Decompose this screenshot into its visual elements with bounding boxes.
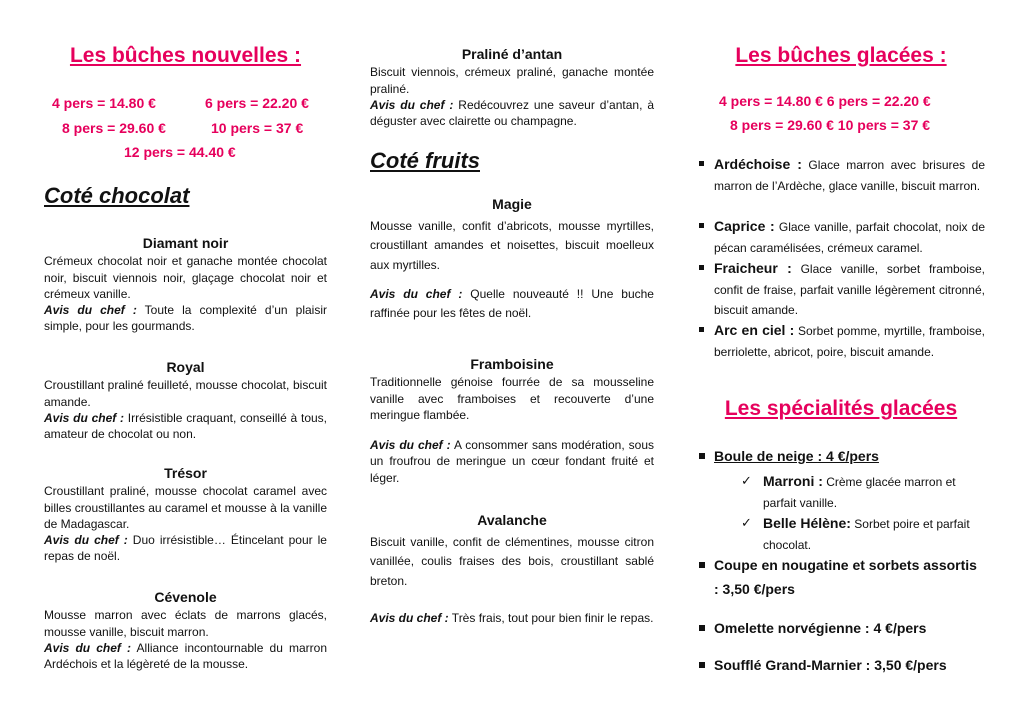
chef-label: Avis du chef : — [44, 533, 128, 548]
item-praline-antan — [370, 46, 654, 129]
item-name: Praliné d’antan — [461, 46, 563, 62]
item-desc: Croustillant praliné, mousse chocolat caramel avec billes croustillantes au caramel et mousse à la vanille de Madagascar. — [44, 484, 327, 531]
glacee-desc: Sorbet pomme, myrtille, framboise, berriolette, abricot, poire, biscuit amande. — [714, 324, 985, 359]
item-desc: Traditionnelle génoise fourrée de sa mousseline vanille avec framboises et recouverte d’une meringue flambée. — [370, 375, 654, 422]
section-title-specialites: Les spécialités glacées — [724, 397, 958, 420]
category-fruits: Coté fruits — [370, 148, 480, 173]
sub-name: Belle Hélène: — [763, 515, 851, 531]
price-line-1: 4 pers = 14.80 € 6 pers = 22.20 € — [719, 93, 931, 109]
sub-marroni — [741, 471, 985, 513]
spec-boule-de-neige — [697, 444, 985, 468]
item-name: Framboisine — [470, 356, 554, 372]
glacee-ardechoise — [697, 154, 985, 196]
chef-comment: Alliance incontournable du marron Ardéchois et la légèreté de la mousse. — [44, 640, 328, 672]
item-tresor — [44, 465, 327, 565]
spec-text: Coupe en nougatine et sorbets assortis : 3,50 €/pers — [714, 557, 977, 597]
glacee-name: Fraicheur : — [714, 260, 792, 276]
item-diamant-noir — [44, 235, 327, 335]
sub-name: Marroni : — [763, 473, 823, 489]
spec-souffle-grand-marnier — [697, 653, 985, 677]
sub-belle-helene — [741, 513, 985, 555]
glacee-name: Arc en ciel : — [714, 322, 795, 338]
glacee-desc: Glace vanille, sorbet framboise, confit de fraise, parfait vanille légèrement citronné, biscuit amande. — [714, 262, 985, 317]
price-6-pers: 6 pers = 22.20 € — [205, 95, 309, 111]
chef-comment: Quelle nouveauté !! Une buche raffinée pour les fêtes de noël. — [370, 287, 654, 320]
item-name: Diamant noir — [142, 235, 229, 251]
chef-label: Avis du chef : — [370, 438, 451, 453]
glacee-fraicheur — [697, 258, 985, 321]
glacee-name: Ardéchoise : — [714, 156, 802, 172]
spec-text: Soufflé Grand-Marnier : 3,50 €/pers — [714, 657, 947, 673]
category-chocolat: Coté chocolat — [44, 183, 190, 208]
bullet-icon — [699, 265, 704, 270]
spec-coupe-nougatine — [697, 553, 985, 601]
glacee-desc: Glace vanille, parfait chocolat, noix de pécan caramélisées, crémeux caramel. — [714, 220, 985, 255]
sub-desc: Sorbet poire et parfait chocolat. — [763, 517, 970, 552]
spec-label: Boule de neige — [714, 448, 818, 464]
item-avalanche — [370, 511, 654, 628]
glacee-caprice — [697, 216, 985, 258]
bullet-icon — [699, 327, 704, 332]
bullet-icon — [699, 625, 705, 631]
bullet-icon — [699, 662, 705, 668]
item-desc: Mousse vanille, confit d’abricots, mousse myrtilles, croustillant amandes et noisettes, biscuit moelleux aux myrtilles. — [370, 218, 654, 272]
item-name: Avalanche — [477, 512, 547, 528]
bullet-icon — [699, 161, 704, 166]
spec-text: Omelette norvégienne : 4 €/pers — [714, 620, 927, 636]
item-desc: Mousse marron avec éclats de marrons glacés, mousse vanille, biscuit marron. — [44, 608, 327, 639]
item-name: Trésor — [164, 465, 207, 481]
spec-price: : 4 €/pers — [817, 448, 879, 464]
sub-desc: Crème glacée marron et parfait vanille. — [763, 475, 956, 510]
chef-label: Avis du chef : — [370, 287, 463, 301]
chef-comment: Très frais, tout pour bien finir le repas. — [448, 611, 654, 625]
price-10-pers: 10 pers = 37 € — [211, 120, 304, 136]
chef-comment: Irrésistible craquant, conseillé à tous, amateur de chocolat ou non. — [44, 410, 327, 442]
item-desc: Biscuit viennois, crémeux praliné, ganache montée praliné. — [370, 65, 654, 96]
price-line-2: 8 pers = 29.60 € 10 pers = 37 € — [730, 117, 931, 133]
bullet-icon — [699, 453, 705, 459]
item-royal — [44, 359, 327, 442]
glacee-arc-en-ciel — [697, 320, 985, 362]
glacee-desc: Glace marron avec brisures de marron de l’Ardèche, glace vanille, biscuit marron. — [714, 158, 985, 193]
glacee-name: Caprice : — [714, 218, 775, 234]
item-name: Royal — [166, 359, 205, 375]
chef-label: Avis du chef : — [370, 97, 454, 112]
item-desc: Croustillant praliné feuilleté, mousse chocolat, biscuit amande. — [44, 378, 327, 409]
spec-omelette-norvegienne — [697, 616, 985, 640]
price-4-pers: 4 pers = 14.80 € — [52, 95, 156, 111]
section-title-nouvelles: Les bûches nouvelles : — [69, 44, 302, 67]
item-magie — [370, 195, 654, 323]
chef-comment: Duo irrésistible… Étincelant pour le repas de noël. — [44, 533, 327, 564]
item-name: Magie — [492, 196, 532, 212]
item-framboisine — [370, 356, 654, 486]
item-desc: Crémeux chocolat noir et ganache montée chocolat noir, biscuit viennois noir, glaçage chocolat noir et crémeux vanille. — [44, 254, 327, 301]
checkmark-icon: ✓ — [741, 473, 752, 488]
price-8-pers: 8 pers = 29.60 € — [62, 120, 166, 136]
chef-label: Avis du chef : — [44, 303, 137, 318]
item-desc: Biscuit vanille, confit de clémentines, mousse citron vanillée, coulis fraises des bois, croustillant sablé breton. — [370, 534, 654, 588]
chef-label: Avis du chef : — [44, 640, 132, 655]
chef-label: Avis du chef : — [44, 410, 125, 425]
item-name: Cévenole — [154, 589, 217, 605]
chef-label: Avis du chef : — [370, 611, 449, 625]
bullet-icon — [699, 223, 704, 228]
price-12-pers: 12 pers = 44.40 € — [124, 144, 236, 160]
checkmark-icon: ✓ — [741, 515, 752, 530]
bullet-icon — [699, 562, 705, 568]
item-cevenole — [44, 589, 327, 672]
section-title-glacees: Les bûches glacées : — [735, 44, 947, 67]
chef-comment: Toute la complexité d’un plaisir simple, pour les gourmands. — [44, 303, 327, 334]
chef-comment: Redécouvrez une saveur d’antan, à déguster avec clairette ou champagne. — [370, 97, 654, 129]
chef-comment: A consommer sans modération, sous un froufrou de meringue un cœur fondant fruité et léger. — [370, 438, 654, 485]
